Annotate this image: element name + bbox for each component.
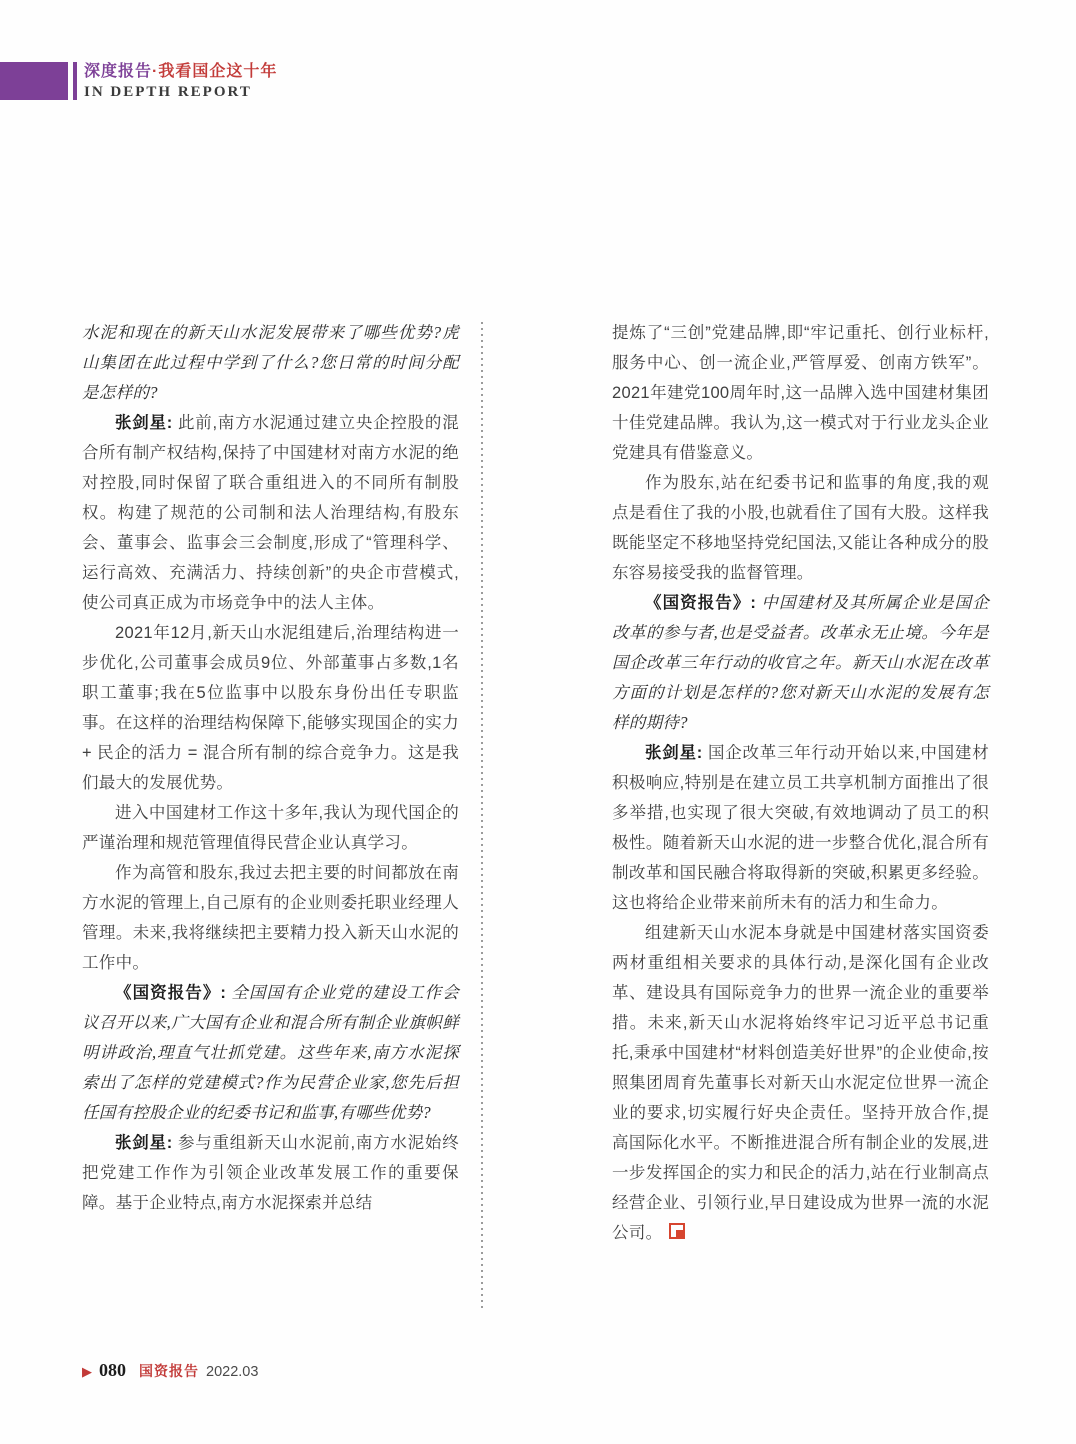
answer-paragraph — [612, 318, 989, 468]
page-footer — [82, 1360, 258, 1381]
paragraph-text: 此前,南方水泥通过建立央企控股的混合所有制产权结构,保持了中国建材对南方水泥的绝对控股,同时保留了联合重组进入的不同所有制股权。构建了规范的公司制和法人治理结构,有股东会、董事会、监事会三会制度,形成了“管理科学、运行高效、充满活力、持续创新”的央企市营模式,使公司真正成为市场竞争中的法人主体。 — [82, 414, 459, 612]
speaker-label: 《国资报告》: — [645, 594, 757, 612]
section-title-separator: · — [152, 63, 159, 80]
answer-paragraph — [82, 858, 459, 978]
footer-arrow-icon: ▶ — [82, 1364, 92, 1379]
article-column-right — [612, 318, 989, 1248]
issue-date: 2022.03 — [206, 1364, 259, 1380]
article-end-icon — [669, 1223, 685, 1239]
paragraph-text: 作为高管和股东,我过去把主要的时间都放在南方水泥的管理上,自己原有的企业则委托职业经理人管理。未来,我将继续把主要精力投入新天山水泥的工作中。 — [82, 864, 459, 972]
answer-paragraph — [82, 798, 459, 858]
answer-paragraph — [612, 738, 989, 918]
answer-paragraph — [612, 468, 989, 588]
paragraph-text: 组建新天山水泥本身就是中国建材落实国资委两材重组相关要求的具体行动,是深化国有企业改革、建设具有国际竞争力的世界一流企业的重要举措。未来,新天山水泥将始终牢记习近平总书记重托,秉承中国建材“材料创造美好世界”的企业使命,按照集团周育先董事长对新天山水泥定位世界一流企业的要求,切实履行好央企责任。坚持开放合作,提高国际化水平。不断推进混合所有制企业的发展,进一步发挥国企的实力和民企的活力,站在行业制高点经营企业、引领行业,早日建设成为世界一流的水泥公司。 — [612, 924, 989, 1242]
question-paragraph — [82, 978, 459, 1128]
page-number: 080 — [99, 1360, 126, 1380]
column-divider — [481, 322, 483, 1310]
speaker-label: 张剑星: — [115, 414, 173, 432]
answer-paragraph — [82, 618, 459, 798]
answer-paragraph — [82, 1128, 459, 1218]
speaker-label: 《国资报告》: — [115, 984, 227, 1002]
section-title-zh — [84, 61, 277, 82]
question-paragraph — [82, 318, 459, 408]
speaker-label: 张剑星: — [645, 744, 703, 762]
section-title-primary: 深度报告 — [84, 63, 153, 80]
paragraph-text: 水泥和现在的新天山水泥发展带来了哪些优势?虎山集团在此过程中学到了什么?您日常的时间分配是怎样的? — [82, 323, 459, 402]
paragraph-text: 国企改革三年行动开始以来,中国建材积极响应,特别是在建立员工共享机制方面推出了很多举措,也实现了很大突破,有效地调动了员工的积极性。随着新天山水泥的进一步整合优化,混合所有制改革和国民融合将取得新的突破,积累更多经验。这也将给企业带来前所未有的活力和生命力。 — [612, 744, 989, 912]
answer-paragraph — [612, 918, 989, 1248]
paragraph-text: 中国建材及其所属企业是国企改革的参与者,也是受益者。改革永无止境。今年是国企改革三年行动的收官之年。新天山水泥在改革方面的计划是怎样的?您对新天山水泥的发展有怎样的期待? — [612, 593, 989, 732]
magazine-name: 国资报告 — [139, 1363, 199, 1379]
section-title-en: IN DEPTH REPORT — [84, 84, 252, 100]
article-column-left — [82, 318, 459, 1218]
paragraph-text: 提炼了“三创”党建品牌,即“牢记重托、创行业标杆,服务中心、创一流企业,严管厚爱、创南方铁军”。2021年建党100周年时,这一品牌入选中国建材集团十佳党建品牌。我认为,这一模式对于行业龙头企业党建具有借鉴意义。 — [612, 324, 989, 462]
paragraph-text: 全国国有企业党的建设工作会议召开以来,广大国有企业和混合所有制企业旗帜鲜明讲政治,理直气壮抓党建。这些年来,南方水泥探索出了怎样的党建模式?作为民营企业家,您先后担任国有控股企业的纪委书记和监事,有哪些优势? — [82, 983, 459, 1122]
section-title-secondary: 我看国企这十年 — [158, 63, 278, 80]
section-header — [84, 61, 277, 102]
speaker-label: 张剑星: — [115, 1134, 173, 1152]
question-paragraph — [612, 588, 989, 738]
header-accent-bar — [73, 62, 77, 100]
paragraph-text: 参与重组新天山水泥前,南方水泥始终把党建工作作为引领企业改革发展工作的重要保障。基于企业特点,南方水泥探索并总结 — [82, 1134, 459, 1212]
paragraph-text: 作为股东,站在纪委书记和监事的角度,我的观点是看住了我的小股,也就看住了国有大股。这样我既能坚定不移地坚持党纪国法,又能让各种成分的股东容易接受我的监督管理。 — [612, 474, 989, 582]
header-accent-block — [0, 62, 68, 100]
paragraph-text: 进入中国建材工作这十多年,我认为现代国企的严谨治理和规范管理值得民营企业认真学习。 — [82, 804, 459, 852]
article-end-icon-fill — [676, 1230, 683, 1237]
paragraph-text: 2021年12月,新天山水泥组建后,治理结构进一步优化,公司董事会成员9位、外部董事占多数,1名职工董事;我在5位监事中以股东身份出任专职监事。在这样的治理结构保障下,能够实现国企的实力 + 民企的活力 = 混合所有制的综合竞争力。这是我们最大的发展优势。 — [82, 624, 459, 792]
answer-paragraph — [82, 408, 459, 618]
